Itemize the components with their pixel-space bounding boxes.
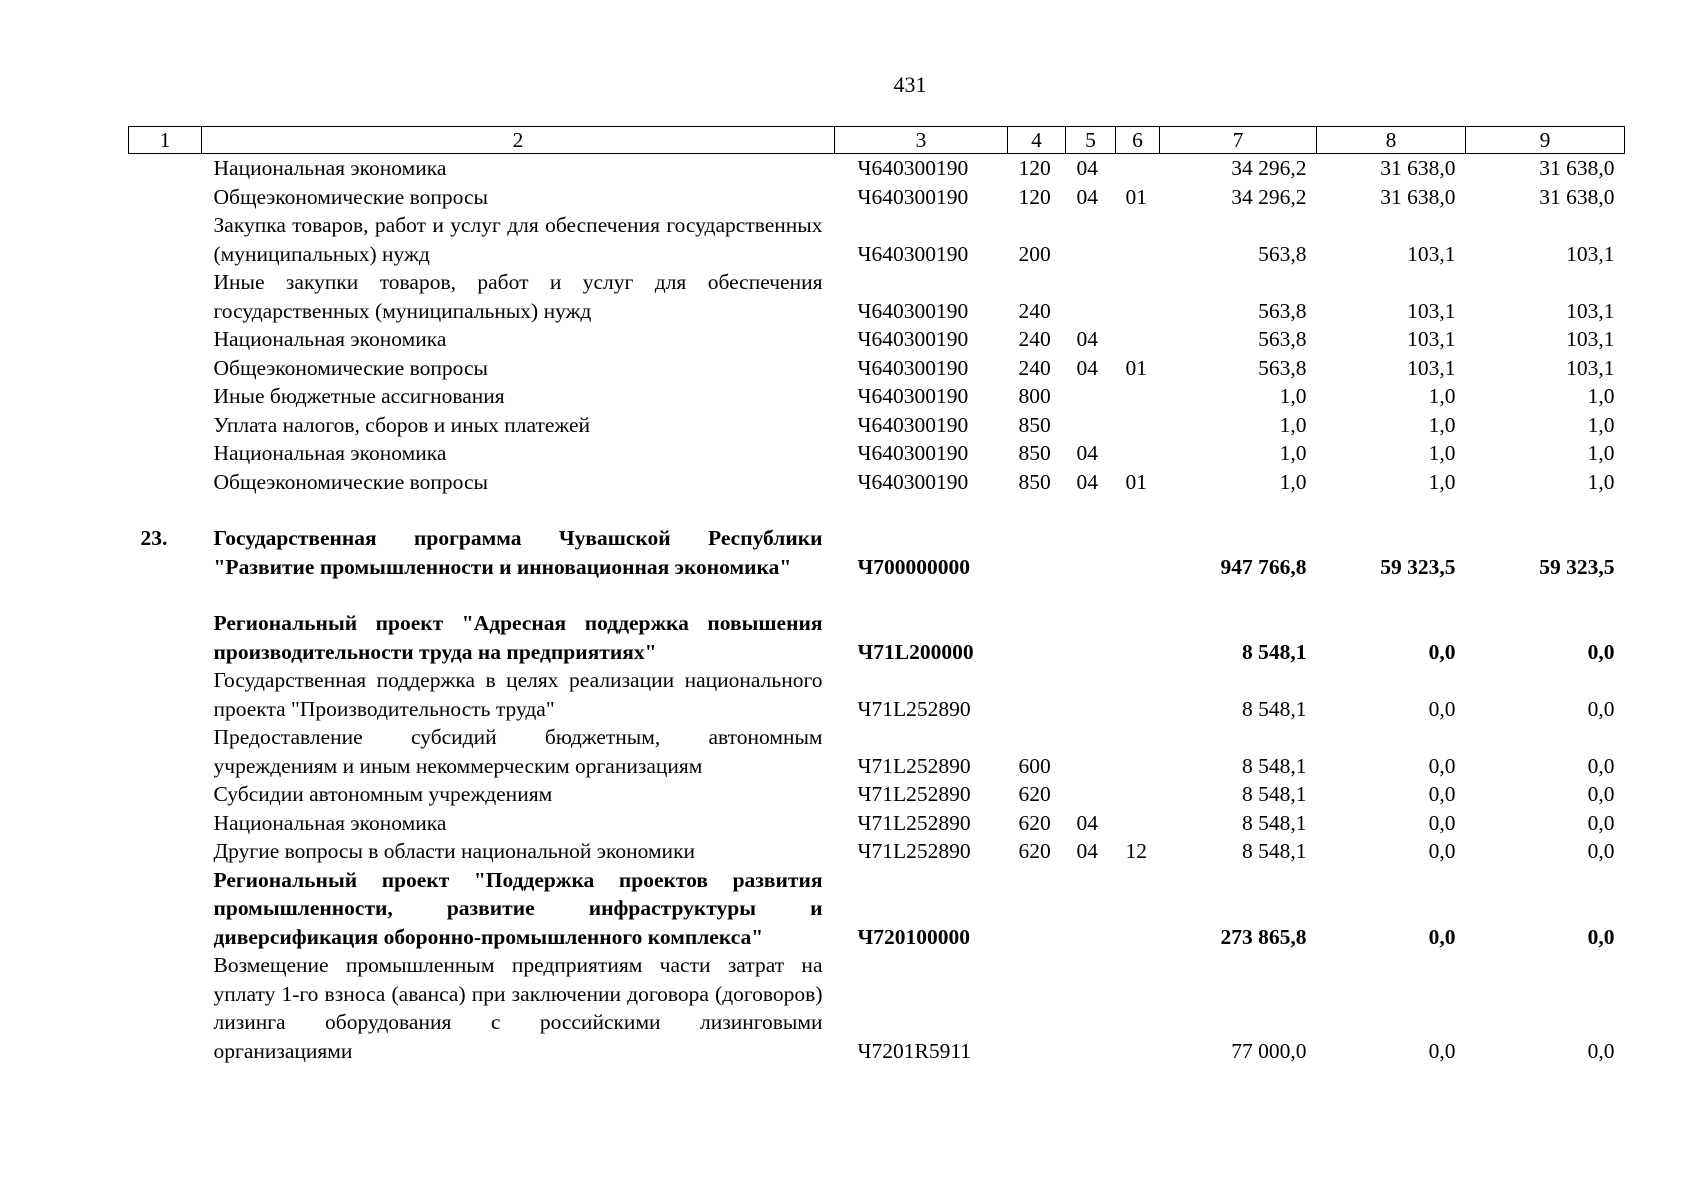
row-amount-8: 1,0 <box>1428 384 1456 408</box>
row-name: Национальная экономика <box>213 441 447 465</box>
row-amount-8: 0,0 <box>1428 839 1456 863</box>
row-amount-9: 1,0 <box>1587 384 1615 408</box>
row-amount-8: 1,0 <box>1428 469 1456 494</box>
row-name: Региональный проект "Адресная поддержка повышения производительности труда на предприятиях" <box>213 611 823 664</box>
column-header-4: 4 <box>1008 127 1066 154</box>
row-amount-7: 8 548,1 <box>1242 810 1307 835</box>
row-amount-8: 103,1 <box>1407 355 1456 380</box>
row-col-5: 04 <box>1076 355 1098 380</box>
row-name: Закупка товаров, работ и услуг для обеспечения государственных (муниципальных) нужд <box>213 213 823 266</box>
row-col-6 <box>1116 382 1160 411</box>
row-number <box>129 866 202 952</box>
row-col-4: 240 <box>1018 327 1051 351</box>
row-number <box>129 666 202 723</box>
row-col-6: 12 <box>1125 839 1147 863</box>
table-body <box>129 154 1625 1066</box>
row-number <box>129 468 202 497</box>
row-amount-9: 31 638,0 <box>1539 184 1615 209</box>
row-col-6: 01 <box>1125 355 1147 380</box>
row-name: Национальная экономика <box>213 156 447 180</box>
table-header <box>129 127 1625 154</box>
row-amount-8: 1,0 <box>1428 412 1456 437</box>
row-code: Ч71L252890 <box>857 696 971 721</box>
row-amount-8: 59 323,5 <box>1380 554 1456 579</box>
row-col-6: 01 <box>1125 184 1147 209</box>
row-col-6 <box>1116 268 1160 325</box>
row-amount-8: 0,0 <box>1428 1038 1456 1063</box>
row-name: Иные закупки товаров, работ и услуг для обеспечения государственных (муниципальных) нужд <box>213 270 823 323</box>
row-number <box>129 325 202 354</box>
row-code: Ч71L252890 <box>857 753 971 778</box>
row-col-4 <box>1008 666 1066 723</box>
row-col-4 <box>1008 951 1066 1065</box>
row-col-6 <box>1116 951 1160 1065</box>
row-col-5 <box>1066 411 1116 440</box>
row-amount-8: 103,1 <box>1407 298 1456 323</box>
row-col-6: 01 <box>1125 469 1147 494</box>
row-amount-8: 1,0 <box>1428 441 1456 465</box>
row-col-4: 120 <box>1018 156 1051 180</box>
budget-table <box>128 126 1625 1065</box>
table-row <box>129 723 1625 780</box>
row-name: Региональный проект "Поддержка проектов развития промышленности, развитие инфраструктуры и диверсификация оборонно-промышленного комплекса" <box>213 867 823 949</box>
row-col-5 <box>1066 723 1116 780</box>
row-code: Ч640300190 <box>857 384 969 408</box>
row-col-6 <box>1116 325 1160 354</box>
table-row <box>129 468 1625 497</box>
row-code: Ч640300190 <box>857 412 969 437</box>
row-number <box>129 951 202 1065</box>
column-header-2: 2 <box>202 127 835 154</box>
row-number <box>129 382 202 411</box>
row-name: Субсидии автономным учреждениям <box>213 782 553 806</box>
row-number <box>129 183 202 212</box>
row-col-5 <box>1066 211 1116 268</box>
row-col-4: 620 <box>1018 810 1051 835</box>
row-number <box>129 723 202 780</box>
row-amount-9: 0,0 <box>1587 696 1615 721</box>
row-amount-7: 8 548,1 <box>1242 639 1307 664</box>
column-header-3: 3 <box>835 127 1008 154</box>
row-amount-8: 0,0 <box>1428 753 1456 778</box>
row-code: Ч640300190 <box>857 184 969 209</box>
table-row <box>129 837 1625 866</box>
row-number <box>129 439 202 468</box>
row-amount-7: 563,8 <box>1258 355 1307 380</box>
row-col-5: 04 <box>1076 156 1098 180</box>
page-number: 431 <box>893 72 927 97</box>
row-col-5 <box>1066 866 1116 952</box>
row-amount-9: 0,0 <box>1587 810 1615 835</box>
row-col-4: 200 <box>1018 241 1051 266</box>
row-col-5 <box>1066 780 1116 809</box>
row-name: Возмещение промышленным предприятиям части затрат на уплату 1-го взноса (аванса) при заключении договора (договоров) лизинга оборудования с российскими лизинговыми организациями <box>213 953 823 1063</box>
row-col-5: 04 <box>1076 810 1098 835</box>
row-number <box>129 354 202 383</box>
row-amount-9: 0,0 <box>1587 839 1615 863</box>
row-amount-9: 0,0 <box>1587 924 1615 949</box>
row-col-4: 600 <box>1018 753 1051 778</box>
row-col-5 <box>1066 496 1116 581</box>
table-row <box>129 809 1625 838</box>
row-code: Ч640300190 <box>857 327 969 351</box>
row-amount-7: 8 548,1 <box>1242 782 1307 806</box>
row-col-4: 850 <box>1018 441 1051 465</box>
row-amount-7: 77 000,0 <box>1231 1038 1307 1063</box>
row-col-6 <box>1116 866 1160 952</box>
row-col-5: 04 <box>1076 327 1098 351</box>
row-col-6 <box>1116 211 1160 268</box>
table-row <box>129 183 1625 212</box>
column-header-8: 8 <box>1317 127 1466 154</box>
row-amount-7: 34 296,2 <box>1231 184 1307 209</box>
row-code: Ч700000000 <box>857 554 971 579</box>
row-col-5 <box>1066 581 1116 666</box>
table-row <box>129 951 1625 1065</box>
table-row <box>129 581 1625 666</box>
row-number <box>129 581 202 666</box>
row-col-6 <box>1116 666 1160 723</box>
row-amount-8: 0,0 <box>1428 924 1456 949</box>
row-col-5: 04 <box>1076 839 1098 863</box>
row-col-6 <box>1116 780 1160 809</box>
row-amount-7: 563,8 <box>1258 241 1307 266</box>
column-header-9: 9 <box>1466 127 1625 154</box>
row-col-4 <box>1008 581 1066 666</box>
row-code: Ч71L200000 <box>857 639 974 664</box>
row-code: Ч640300190 <box>857 241 969 266</box>
row-col-6 <box>1116 154 1160 183</box>
table-row <box>129 496 1625 581</box>
row-code: Ч71L252890 <box>857 839 971 863</box>
table-row <box>129 439 1625 468</box>
row-code: Ч71L252890 <box>857 782 971 806</box>
row-code: Ч7201R5911 <box>857 1038 972 1063</box>
row-amount-8: 31 638,0 <box>1380 156 1456 180</box>
row-amount-7: 1,0 <box>1279 469 1307 494</box>
row-col-4: 850 <box>1018 412 1051 437</box>
row-name: Государственная программа Чувашской Республики "Развитие промышленности и инновационная экономика" <box>213 526 823 579</box>
row-col-4: 800 <box>1018 384 1051 408</box>
row-amount-8: 103,1 <box>1407 241 1456 266</box>
row-code: Ч720100000 <box>857 924 971 949</box>
row-amount-8: 0,0 <box>1428 782 1456 806</box>
row-name: Другие вопросы в области национальной экономики <box>213 839 696 863</box>
row-amount-9: 0,0 <box>1587 1038 1615 1063</box>
row-amount-7: 34 296,2 <box>1231 156 1307 180</box>
table-row <box>129 354 1625 383</box>
row-col-4 <box>1008 866 1066 952</box>
row-name: Иные бюджетные ассигнования <box>213 384 505 408</box>
row-name: Государственная поддержка в целях реализации национального проекта "Производительность труда" <box>213 668 823 721</box>
row-name: Общеэкономические вопросы <box>213 355 488 380</box>
row-amount-9: 0,0 <box>1587 782 1615 806</box>
row-amount-8: 0,0 <box>1428 696 1456 721</box>
row-amount-9: 1,0 <box>1587 412 1615 437</box>
row-number <box>129 837 202 866</box>
row-col-4: 240 <box>1018 355 1051 380</box>
row-name: Общеэкономические вопросы <box>213 469 488 494</box>
row-col-4: 850 <box>1018 469 1051 494</box>
row-col-5 <box>1066 382 1116 411</box>
row-amount-9: 103,1 <box>1566 327 1615 351</box>
row-col-4: 620 <box>1018 782 1051 806</box>
row-amount-9: 1,0 <box>1587 441 1615 465</box>
table-row <box>129 325 1625 354</box>
row-amount-8: 0,0 <box>1428 639 1456 664</box>
row-amount-7: 8 548,1 <box>1242 839 1307 863</box>
row-code: Ч640300190 <box>857 441 969 465</box>
table-row <box>129 866 1625 952</box>
table-row <box>129 211 1625 268</box>
row-amount-9: 59 323,5 <box>1539 554 1615 579</box>
row-number <box>129 411 202 440</box>
row-number: 23. <box>140 526 168 550</box>
row-code: Ч71L252890 <box>857 810 971 835</box>
row-col-4: 120 <box>1018 184 1051 209</box>
row-amount-9: 103,1 <box>1566 355 1615 380</box>
row-code: Ч640300190 <box>857 469 969 494</box>
row-amount-7: 1,0 <box>1279 384 1307 408</box>
row-name: Предоставление субсидий бюджетным, автономным учреждениям и иным некоммерческим организациям <box>213 725 823 778</box>
row-amount-7: 273 865,8 <box>1220 924 1307 949</box>
row-amount-7: 563,8 <box>1258 327 1307 351</box>
column-header-5: 5 <box>1066 127 1116 154</box>
row-amount-7: 947 766,8 <box>1220 554 1307 579</box>
row-col-6 <box>1116 581 1160 666</box>
row-amount-9: 1,0 <box>1587 469 1615 494</box>
table-row <box>129 666 1625 723</box>
row-amount-9: 0,0 <box>1587 753 1615 778</box>
row-name: Уплата налогов, сборов и иных платежей <box>213 412 591 437</box>
row-amount-7: 8 548,1 <box>1242 696 1307 721</box>
row-col-6 <box>1116 496 1160 581</box>
row-number <box>129 268 202 325</box>
table-row <box>129 382 1625 411</box>
row-col-5: 04 <box>1076 184 1098 209</box>
row-code: Ч640300190 <box>857 298 969 323</box>
row-col-6 <box>1116 411 1160 440</box>
row-number <box>129 780 202 809</box>
row-name: Национальная экономика <box>213 810 447 835</box>
row-amount-9: 0,0 <box>1587 639 1615 664</box>
row-amount-9: 31 638,0 <box>1539 156 1615 180</box>
row-amount-8: 0,0 <box>1428 810 1456 835</box>
row-number <box>129 154 202 183</box>
column-header-7: 7 <box>1160 127 1317 154</box>
row-name: Общеэкономические вопросы <box>213 184 488 209</box>
row-col-6 <box>1116 809 1160 838</box>
row-code: Ч640300190 <box>857 355 969 380</box>
row-col-6 <box>1116 439 1160 468</box>
row-amount-7: 8 548,1 <box>1242 753 1307 778</box>
row-amount-7: 1,0 <box>1279 412 1307 437</box>
column-header-1: 1 <box>129 127 202 154</box>
row-col-6 <box>1116 723 1160 780</box>
row-number <box>129 809 202 838</box>
row-col-5: 04 <box>1076 469 1098 494</box>
row-col-4 <box>1008 496 1066 581</box>
row-amount-7: 563,8 <box>1258 298 1307 323</box>
row-amount-9: 103,1 <box>1566 298 1615 323</box>
row-amount-7: 1,0 <box>1279 441 1307 465</box>
row-col-4: 620 <box>1018 839 1051 863</box>
row-col-4: 240 <box>1018 298 1051 323</box>
row-col-5: 04 <box>1076 441 1098 465</box>
column-header-6: 6 <box>1116 127 1160 154</box>
row-code: Ч640300190 <box>857 156 969 180</box>
row-col-5 <box>1066 666 1116 723</box>
row-name: Национальная экономика <box>213 327 447 351</box>
table-row <box>129 780 1625 809</box>
table-row <box>129 411 1625 440</box>
row-col-5 <box>1066 951 1116 1065</box>
table-row <box>129 154 1625 183</box>
row-amount-9: 103,1 <box>1566 241 1615 266</box>
table-row <box>129 268 1625 325</box>
row-amount-8: 31 638,0 <box>1380 184 1456 209</box>
row-number <box>129 211 202 268</box>
row-col-5 <box>1066 268 1116 325</box>
row-amount-8: 103,1 <box>1407 327 1456 351</box>
